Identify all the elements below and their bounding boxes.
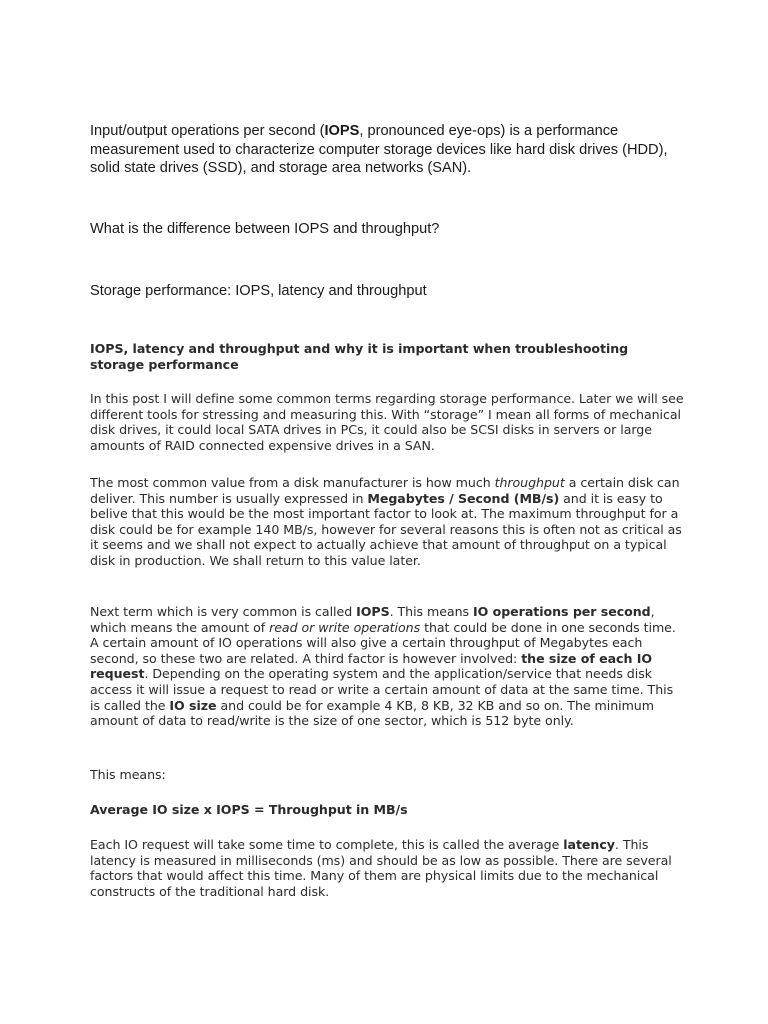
section-title: Storage performance: IOPS, latency and throughput: [90, 283, 427, 299]
intro-paragraph: [90, 122, 684, 178]
paragraph-iops: [90, 604, 684, 729]
iops-term: IOPS: [356, 604, 390, 619]
throughput-text-3: and it is easy to belive that this would be the most important factor to look at. The maximum throughput for a disk could be for example 140 MB/s, however for several reasons this is often not as critical as it seems and we shall not expect to actually achieve that amount of throughput on a typical disk in production. We shall return to this value later.: [90, 490, 682, 568]
throughput-text-1: The most common value from a disk manufacturer is how much: [90, 475, 495, 490]
iops-text-1: Next term which is very common is called: [90, 604, 357, 619]
intro-text-start: Input/output operations per second (: [90, 123, 325, 139]
question-heading: What is the difference between IOPS and throughput?: [90, 221, 440, 237]
io-request-size-term: the size of each IO request: [90, 650, 652, 682]
paragraph-latency: [90, 837, 684, 899]
iops-text-5: . Depending on the operating system and the application/service that needs disk access it will issue a request to read or write a certain amount of data at the same time. This is called the: [90, 666, 674, 713]
read-write-term: read or write operations: [269, 619, 421, 635]
io-size-term: IO size: [169, 697, 217, 713]
latency-text-1: Each IO request will take some time to complete, this is called the average: [90, 837, 564, 852]
paragraph-intro-terms: In this post I will define some common terms regarding storage performance. Later we will see different tools for stressing and measuring this. With “storage” I mean all forms of mechanical disk drives, it could local SATA drives in PCs, it could also be SCSI disks in servers or large amounts of RAID connected expensive drives in a SAN.: [90, 391, 684, 453]
throughput-text-2: a certain disk can deliver. This number is usually expressed in: [90, 475, 680, 506]
formula: Average IO size x IOPS = Throughput in MB/s: [90, 802, 408, 817]
intro-term-iops: IOPS: [324, 123, 360, 139]
mbps-term: Megabytes / Second (MB/s): [367, 490, 560, 506]
iops-text-4: that could be done in one seconds time. A certain amount of IO operations will also give a certain throughput of Megabytes each second, so these two are related. A third factor is however involved:: [90, 619, 676, 666]
article-title: IOPS, latency and throughput and why it is important when troubleshooting storage performance: [90, 341, 629, 372]
throughput-term: throughput: [494, 475, 565, 490]
intro-text-end: , pronounced eye-ops) is a performance measurement used to characterize computer storage devices like hard disk drives (HDD), solid state drives (SSD), and storage area networks (SAN).: [90, 123, 668, 176]
iops-text-3: , which means the amount of: [90, 604, 655, 635]
paragraph-this-means: This means:: [90, 767, 166, 782]
iops-text-2: . This means: [389, 604, 473, 619]
paragraph-throughput: [90, 475, 684, 569]
iops-text-6: and could be for example 4 KB, 8 KB, 32 KB and so on. The minimum amount of data to read/write is the size of one sector, which is 512 byte only.: [90, 697, 654, 729]
latency-term: latency: [563, 837, 615, 852]
io-operations-term: IO operations per second: [472, 604, 651, 619]
latency-text-2: . This latency is measured in milliseconds (ms) and should be as low as possible. There are several factors that would affect this time. Many of them are physical limits due to the mechanical constructs of the traditional hard disk.: [90, 837, 672, 899]
